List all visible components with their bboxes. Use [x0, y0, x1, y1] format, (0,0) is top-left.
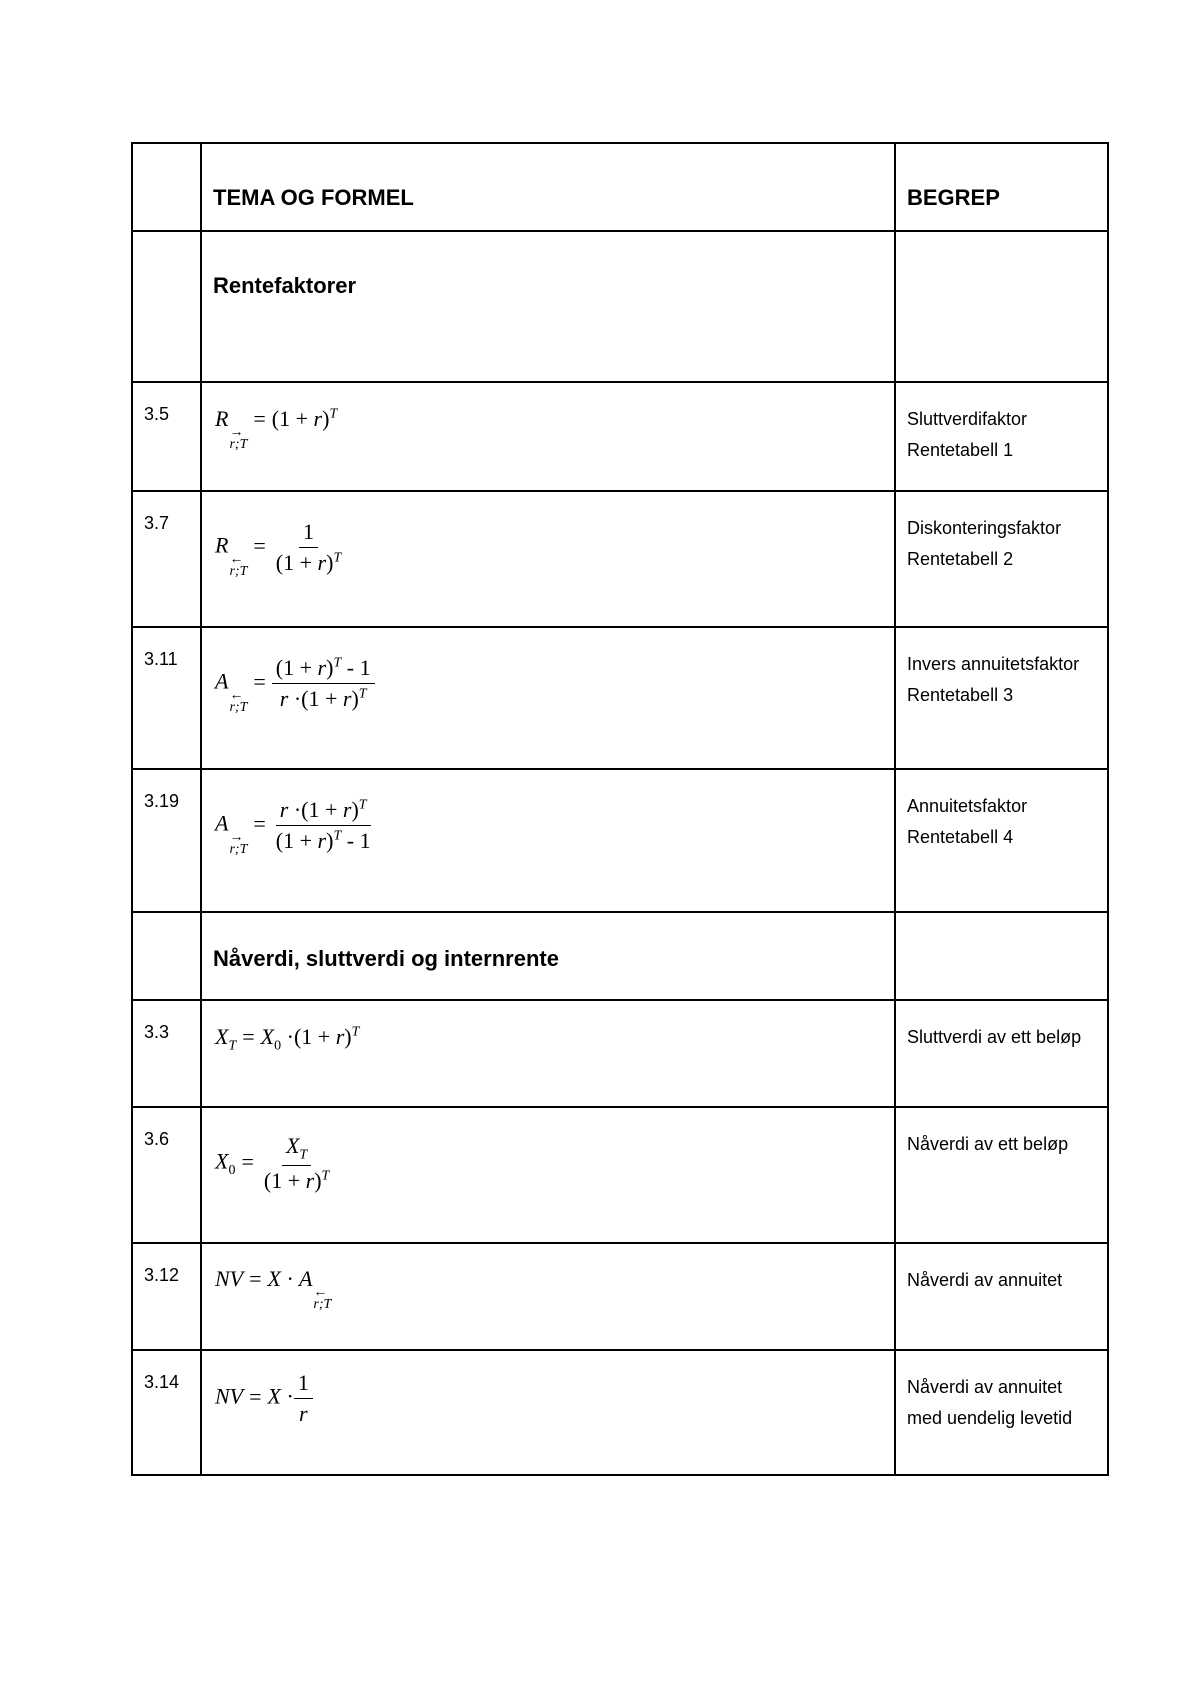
table-reference: Rentetabell 4: [907, 827, 1014, 847]
header-theme: TEMA OG FORMEL: [213, 185, 414, 210]
formula-number: 3.7: [144, 513, 170, 533]
formula-number: 3.19: [144, 791, 180, 811]
formula-number: 3.11: [144, 649, 178, 669]
table-border-left: [131, 142, 133, 1476]
formula-3-19: A → r;T = $\frac{r \cdot(1 + r)^T}{(1 + r)^T - 1}$: [215, 797, 371, 857]
row-divider: [131, 626, 1109, 628]
term-cell: [907, 513, 1061, 575]
row-divider: [131, 1242, 1109, 1244]
formula-3-6: $X_0$ = $\frac{X_T}{(1 + r)^T}$: [215, 1133, 330, 1194]
formula-3-12: NV = X · A ← r;T: [215, 1266, 332, 1312]
table-border-right: [1107, 142, 1109, 1476]
formula-3-7: R ← r;T = $\frac{1}{(1 + r)^T}$: [215, 519, 342, 579]
formula-number: 3.14: [144, 1372, 180, 1392]
term-label: Nåverdi av annuitet: [907, 1270, 1063, 1290]
formula-number: 3.3: [144, 1022, 170, 1042]
row-divider: [131, 999, 1109, 1001]
term-label: Nåverdi av annuitet: [907, 1377, 1063, 1397]
term-cell: [907, 1372, 1072, 1434]
row-divider: [131, 142, 1109, 144]
term-label: Sluttverdifaktor: [907, 409, 1028, 429]
row-divider: [131, 911, 1109, 913]
formula-3-5: R → r;T = $(1 + r)^T$: [215, 406, 338, 452]
column-divider: [894, 142, 896, 1476]
formula-3-3: $X_T = X_0 \cdot(1 + r)^T$: [215, 1024, 360, 1054]
term-label: Diskonteringsfaktor: [907, 518, 1062, 538]
row-divider: [131, 768, 1109, 770]
row-divider: [131, 381, 1109, 383]
row-divider: [131, 1349, 1109, 1351]
formula-number: 3.5: [144, 404, 170, 424]
section-title: Nåverdi, sluttverdi og internrente: [213, 946, 559, 971]
term-cell: [907, 1022, 1081, 1053]
term-label: Invers annuitetsfaktor: [907, 654, 1080, 674]
term-label: Sluttverdi av ett beløp: [907, 1027, 1082, 1047]
table-reference: Rentetabell 3: [907, 685, 1014, 705]
formula-number: 3.6: [144, 1129, 170, 1149]
term-label: Annuitetsfaktor: [907, 796, 1028, 816]
term-label: Nåverdi av ett beløp: [907, 1134, 1069, 1154]
formula-3-14: NV = X · $\frac{1}{r}$: [215, 1370, 313, 1427]
table-reference: Rentetabell 1: [907, 440, 1014, 460]
term-cell: [907, 791, 1027, 853]
term-label-continued: med uendelig levetid: [907, 1408, 1073, 1428]
term-cell: [907, 649, 1079, 711]
section-title: Rentefaktorer: [213, 273, 357, 298]
row-divider: [131, 230, 1109, 232]
column-divider: [200, 142, 202, 1476]
row-divider: [131, 1106, 1109, 1108]
row-divider: [131, 490, 1109, 492]
term-cell: [907, 1265, 1062, 1296]
formula-number: 3.12: [144, 1265, 180, 1285]
header-term: BEGREP: [907, 185, 1000, 210]
table-border-bottom: [131, 1474, 1109, 1476]
term-cell: [907, 1129, 1068, 1160]
table-reference: Rentetabell 2: [907, 549, 1014, 569]
term-cell: [907, 404, 1027, 466]
formula-3-11: A ← r;T = $\frac{(1 + r)^T - 1}{r \cdot(1 + r)^T}$: [215, 655, 375, 714]
formula-table: [131, 142, 1109, 1476]
